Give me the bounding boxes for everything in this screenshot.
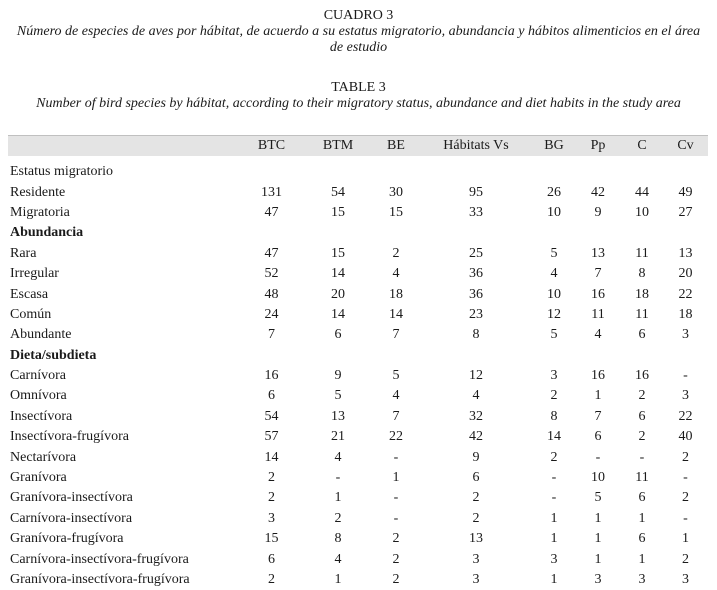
table-cell [533, 223, 575, 243]
table-cell [373, 162, 419, 182]
table-cell: 18 [635, 286, 649, 302]
table-cell: 4 [594, 327, 602, 343]
table-cell [419, 346, 533, 366]
table-cell [373, 346, 419, 366]
table-cell: 7 [268, 327, 275, 343]
table-cell: 23 [469, 306, 483, 322]
table-row [8, 386, 708, 406]
row-label: Omnívora [10, 388, 67, 404]
header-cell: Hábitats Vs [419, 136, 533, 157]
table-cell: 11 [635, 245, 649, 261]
row-label: Dieta/subdieta [10, 347, 97, 363]
table-cell: 22 [678, 286, 693, 302]
row-label: Insectívora-frugívora [10, 429, 129, 445]
table-cell: 18 [389, 286, 403, 302]
table-cell: 3 [682, 388, 689, 404]
table-cell: 1 [550, 531, 558, 547]
table-cell: 36 [469, 266, 483, 282]
table-cell: 6 [472, 470, 480, 486]
table-cell: 54 [264, 408, 279, 424]
row-label: Migratoria [10, 204, 70, 220]
table-cell: 7 [392, 327, 400, 343]
table-cell [621, 223, 663, 243]
row-label: Granívora-insectívora [10, 490, 133, 506]
table-cell [419, 223, 533, 243]
table-cell: 6 [594, 429, 602, 445]
header-cell: C [621, 136, 663, 157]
table-cell: - [335, 470, 341, 486]
table-cell: 54 [331, 184, 345, 200]
table-cell [303, 223, 373, 243]
table-cell: 6 [334, 327, 342, 343]
table-cell: 3 [472, 572, 480, 587]
table-cell: 33 [469, 204, 483, 220]
table-cell: - [551, 490, 557, 506]
header-cell: BE [373, 136, 419, 157]
table-cell [621, 346, 663, 366]
table-cell: 42 [469, 429, 483, 445]
table-cell: 5 [594, 490, 602, 506]
table-cell: 42 [591, 184, 605, 200]
table-cell: 16 [591, 286, 605, 302]
table-cell [575, 223, 621, 243]
table-cell: 21 [331, 429, 345, 445]
table-cell: 14 [389, 306, 403, 322]
table-cell: 15 [264, 531, 279, 547]
table-cell: 14 [331, 266, 345, 282]
table-cell: 3 [682, 572, 689, 587]
table-cell: 10 [635, 204, 649, 220]
table-cell: 2 [550, 449, 558, 465]
table-cell: 1 [550, 510, 558, 526]
table-cell: 18 [678, 306, 693, 322]
table-cell: 16 [635, 368, 649, 384]
table-cell: 15 [331, 245, 345, 261]
table-cell: 7 [594, 408, 602, 424]
table-row [8, 244, 708, 264]
caption-spanish [0, 8, 717, 56]
row-label: Escasa [10, 286, 49, 302]
table-cell [303, 162, 373, 182]
table-cell [575, 346, 621, 366]
table-body [8, 156, 708, 590]
table-row [8, 468, 708, 488]
table-cell: 6 [638, 531, 646, 547]
row-label: Carnívora-insectívora-frugívora [10, 551, 189, 567]
table-cell: 47 [264, 204, 279, 220]
table-cell: 13 [331, 408, 345, 424]
table-cell: - [639, 449, 645, 465]
table-cell [575, 162, 621, 182]
table-cell: 52 [264, 266, 279, 282]
row-label: Rara [10, 245, 37, 261]
table-cell: 4 [392, 266, 400, 282]
table-cell: - [683, 470, 688, 486]
table-cell: 2 [472, 490, 480, 506]
table-cell: 48 [264, 286, 279, 302]
table-cell: 1 [594, 551, 602, 567]
table-cell: 1 [638, 551, 646, 567]
table-cell [419, 162, 533, 182]
table-cell [240, 346, 303, 366]
table-row [8, 427, 708, 447]
table-row [8, 407, 708, 427]
table-cell: 3 [594, 572, 602, 587]
table-cell: 6 [268, 551, 275, 567]
table-cell [240, 223, 303, 243]
table-row [8, 203, 708, 223]
table-cell: 13 [678, 245, 693, 261]
table-cell: 9 [472, 449, 480, 465]
table-cell: 4 [334, 449, 342, 465]
table-cell: 2 [268, 490, 275, 506]
table-cell: 6 [268, 388, 275, 404]
table-cell: 16 [264, 368, 279, 384]
table-cell: - [683, 510, 688, 526]
table-row [8, 447, 708, 467]
table-cell [621, 162, 663, 182]
caption-english [0, 80, 717, 112]
row-label: Abundante [10, 327, 72, 343]
table-cell: 13 [591, 245, 605, 261]
table-cell: 14 [264, 449, 279, 465]
table-cell: 6 [638, 327, 646, 343]
row-label: Residente [10, 184, 66, 200]
table-row [8, 346, 708, 366]
table-cell: 44 [635, 184, 649, 200]
table-cell: 11 [591, 306, 605, 322]
table-row [8, 182, 708, 202]
table-cell: 10 [547, 204, 561, 220]
table-cell: 25 [469, 245, 483, 261]
table-cell: 6 [638, 408, 646, 424]
table-row [8, 325, 708, 345]
table-cell: 12 [469, 368, 483, 384]
table-row [8, 162, 708, 182]
table-cell: 10 [547, 286, 561, 302]
header-cell: Pp [575, 136, 621, 157]
table-cell: 9 [334, 368, 342, 384]
table-cell: 1 [638, 510, 646, 526]
table-cell: 2 [392, 531, 400, 547]
table-cell: 7 [594, 266, 602, 282]
table-cell: 15 [389, 204, 403, 220]
table-cell: 12 [547, 306, 561, 322]
table-cell: 2 [334, 510, 342, 526]
table-cell: 4 [472, 388, 480, 404]
table-cell: 6 [638, 490, 646, 506]
table-cell: 16 [591, 368, 605, 384]
table-cell [240, 162, 303, 182]
table-cell: 47 [264, 245, 279, 261]
caption-label: CUADRO 3 [323, 8, 394, 23]
table-cell: 2 [682, 490, 689, 506]
table-cell [303, 346, 373, 366]
row-label: Común [10, 306, 52, 322]
table-cell: 7 [392, 408, 400, 424]
table-row [8, 549, 708, 569]
row-label: Carnívora [10, 368, 66, 384]
table-cell: 30 [389, 184, 403, 200]
table-cell: 14 [547, 429, 561, 445]
table-cell: 49 [678, 184, 693, 200]
table-cell: 1 [392, 470, 400, 486]
table-cell: - [683, 368, 688, 384]
table-cell: 2 [472, 510, 480, 526]
table-cell: - [393, 449, 399, 465]
table-cell: 26 [547, 184, 561, 200]
table-cell: 2 [638, 429, 646, 445]
table-cell: 40 [678, 429, 693, 445]
caption-label: TABLE 3 [331, 80, 386, 95]
table-cell: 1 [550, 572, 558, 587]
table-cell: - [551, 470, 557, 486]
table-cell: 2 [682, 551, 689, 567]
table-row [8, 366, 708, 386]
row-label: Insectívora [10, 408, 73, 424]
row-label: Abundancia [10, 225, 84, 241]
table-cell: 3 [472, 551, 480, 567]
table-row [8, 305, 708, 325]
caption-title: Número de especies de aves por hábitat, de acuerdo a su estatus migratorio, abundancia y hábitos alimenticios en el área de estudio [16, 24, 701, 55]
table-cell: 2 [638, 388, 646, 404]
table-cell: 24 [264, 306, 279, 322]
table-cell: 5 [392, 368, 400, 384]
table-cell: 3 [682, 327, 689, 343]
table-cell: 3 [550, 551, 558, 567]
table-cell: 13 [469, 531, 483, 547]
table-cell: 1 [334, 490, 342, 506]
header-cell: Cv [663, 136, 708, 157]
table-row [8, 284, 708, 304]
table-cell [663, 162, 708, 182]
header-cell: BTM [303, 136, 373, 157]
table-cell: 4 [334, 551, 342, 567]
table-cell [533, 162, 575, 182]
table-cell: 20 [331, 286, 345, 302]
table-cell: 1 [334, 572, 342, 587]
table-cell: 11 [635, 306, 649, 322]
table-cell: 4 [550, 266, 558, 282]
row-label: Estatus migratorio [10, 164, 114, 180]
table-cell: 15 [331, 204, 345, 220]
table-cell: 131 [261, 184, 282, 200]
table-cell: 2 [550, 388, 558, 404]
header-row [8, 136, 708, 157]
table-cell: 2 [268, 470, 275, 486]
row-label: Granívora-insectívora-frugívora [10, 572, 190, 587]
table-cell: - [393, 510, 399, 526]
table-cell: 8 [334, 531, 342, 547]
table-cell: 8 [638, 266, 646, 282]
table-cell: 8 [472, 327, 480, 343]
caption-title: Number of bird species by hábitat, according to their migratory status, abundance and diet habits in the study area [36, 96, 681, 111]
table-cell: 5 [550, 245, 558, 261]
table-row [8, 223, 708, 243]
table-cell: 57 [264, 429, 279, 445]
table-cell: 95 [469, 184, 483, 200]
table-cell: 27 [678, 204, 693, 220]
table-cell: 2 [682, 449, 689, 465]
row-label: Granívora-frugívora [10, 531, 124, 547]
table-cell: 10 [591, 470, 605, 486]
table-cell: 1 [594, 388, 602, 404]
table-cell: 3 [638, 572, 646, 587]
table-row [8, 509, 708, 529]
row-label: Granívora [10, 470, 67, 486]
table-cell: 22 [678, 408, 693, 424]
header-cell: BG [533, 136, 575, 157]
row-label: Carnívora-insectívora [10, 510, 133, 526]
table-row [8, 529, 708, 549]
table-cell: 22 [389, 429, 403, 445]
table-cell: 2 [392, 551, 400, 567]
table-cell: 2 [268, 572, 275, 587]
table-cell: 3 [268, 510, 275, 526]
header-cell [8, 136, 240, 157]
table-cell: 32 [469, 408, 483, 424]
table-cell: 4 [392, 388, 400, 404]
table-cell [663, 346, 708, 366]
header-cell: BTC [240, 136, 303, 157]
table-row [8, 264, 708, 284]
table-cell: 1 [594, 531, 602, 547]
table-cell: 1 [594, 510, 602, 526]
table-cell [533, 346, 575, 366]
table-cell: 20 [678, 266, 693, 282]
table-row [8, 488, 708, 508]
table-cell [373, 223, 419, 243]
table-cell: 2 [392, 245, 400, 261]
table-cell: 14 [331, 306, 345, 322]
table-cell: 1 [682, 531, 689, 547]
table-cell [663, 223, 708, 243]
table-cell: 11 [635, 470, 649, 486]
table-cell: 36 [469, 286, 483, 302]
table-cell: 5 [334, 388, 342, 404]
row-label: Irregular [10, 266, 59, 282]
table-cell: - [393, 490, 399, 506]
row-label: Nectarívora [10, 449, 77, 465]
table-cell: 9 [594, 204, 602, 220]
table-cell: 5 [550, 327, 558, 343]
table-cell: - [595, 449, 601, 465]
table-cell: 8 [550, 408, 558, 424]
table-cell: 2 [392, 572, 400, 587]
species-table [8, 135, 708, 590]
table-cell: 3 [550, 368, 558, 384]
